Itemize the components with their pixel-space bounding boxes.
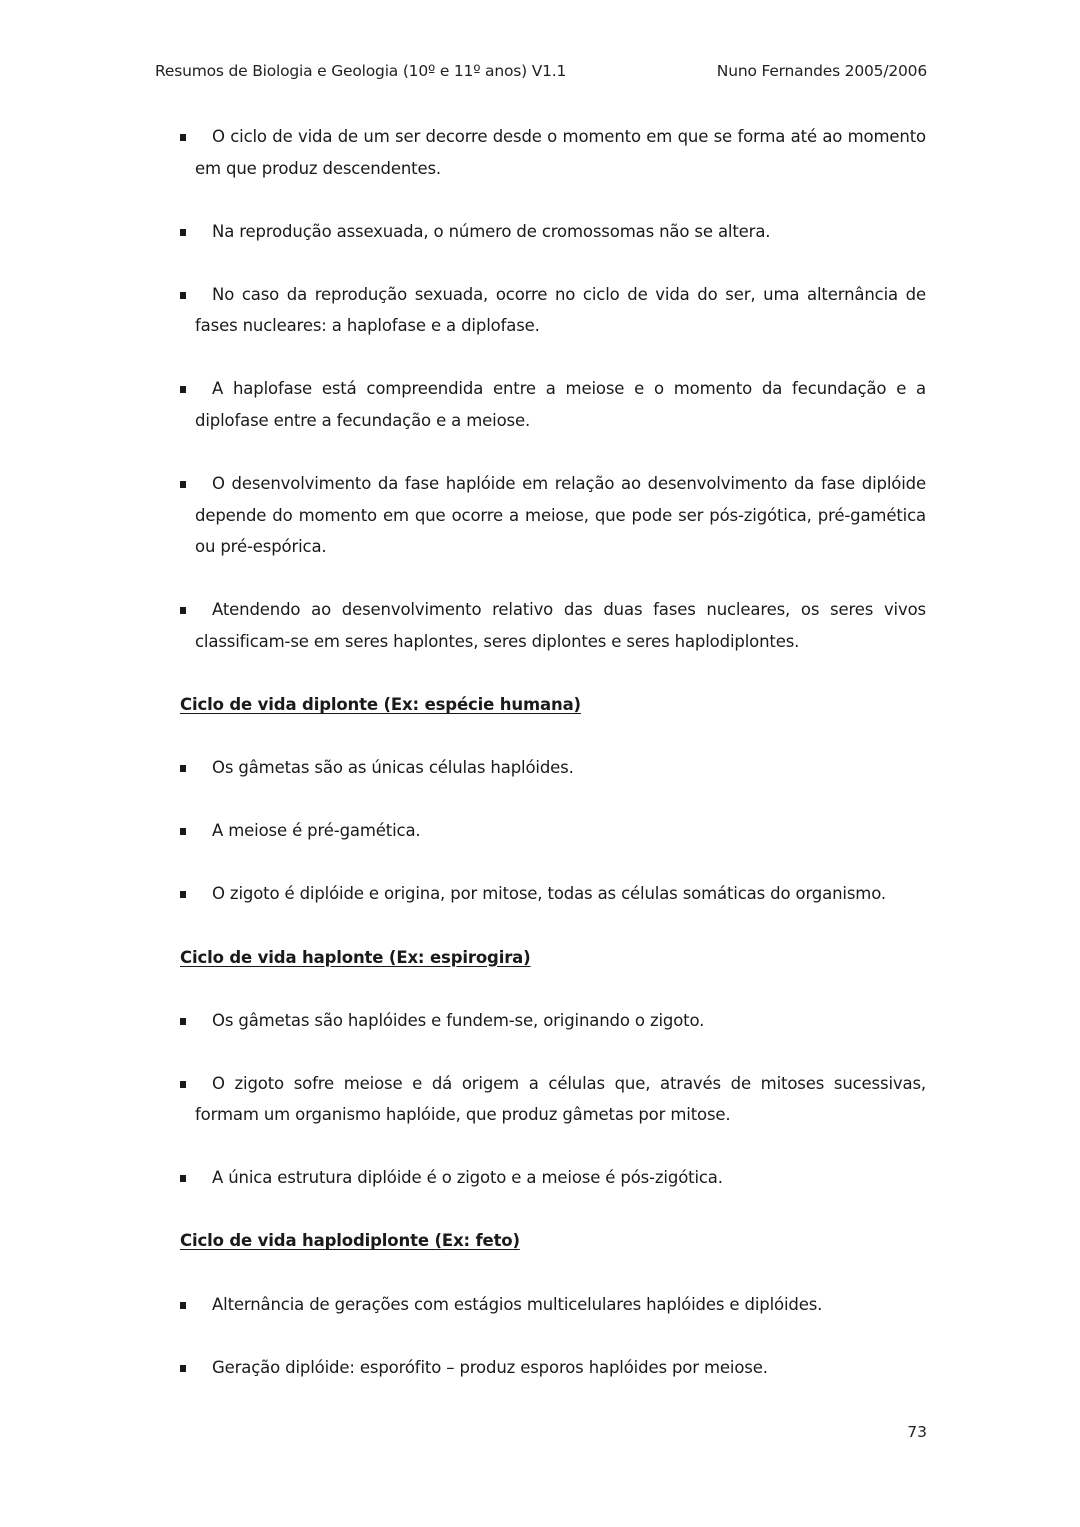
section-heading-haplodiplonte: Ciclo de vida haplodiplonte (Ex: feto) [180, 1231, 520, 1251]
list-item [180, 216, 926, 248]
list-item-text: O desenvolvimento da fase haplóide em relação ao desenvolvimento da fase diplóide depende do momento em que ocorre a meiose, que pode ser pós-zigótica, pré-gamética ou pré-espórica. [195, 474, 926, 557]
square-bullet-icon [180, 229, 186, 236]
square-bullet-icon [180, 1081, 186, 1088]
list-item-text: Alternância de gerações com estágios multicelulares haplóides e diplóides. [212, 1294, 823, 1314]
square-bullet-icon [180, 891, 186, 898]
section-heading-haplonte: Ciclo de vida haplonte (Ex: espirogira) [180, 947, 531, 967]
list-item [180, 878, 926, 910]
list-item [180, 121, 926, 184]
square-bullet-icon [180, 1365, 186, 1372]
list-item [180, 594, 926, 657]
list-item-text: Na reprodução assexuada, o número de cromossomas não se altera. [212, 221, 771, 241]
list-item [180, 815, 926, 847]
square-bullet-icon [180, 607, 186, 614]
section-heading-diplonte: Ciclo de vida diplonte (Ex: espécie humana) [180, 695, 581, 715]
square-bullet-icon [180, 1175, 186, 1182]
list-item [180, 1068, 926, 1131]
list-item-text: O zigoto é diplóide e origina, por mitose, todas as células somáticas do organismo. [212, 884, 886, 904]
list-item [180, 1289, 926, 1321]
list-item-text: Geração diplóide: esporófito – produz esporos haplóides por meiose. [212, 1357, 768, 1377]
list-item-text: A única estrutura diplóide é o zigoto e a meiose é pós-zigótica. [212, 1168, 723, 1188]
page-number: 73 [907, 1423, 927, 1441]
document-body [180, 121, 926, 1415]
list-item-text: A meiose é pré-gamética. [212, 821, 421, 841]
list-item-text: No caso da reprodução sexuada, ocorre no ciclo de vida do ser, uma alternância de fases nucleares: a haplofase e a diplofase. [195, 284, 926, 336]
page-header [155, 62, 927, 80]
list-item-text: Os gâmetas são as únicas células haplóides. [212, 758, 574, 778]
list-item-text: O ciclo de vida de um ser decorre desde o momento em que se forma até ao momento em que produz descendentes. [195, 127, 926, 178]
list-item-text: A haplofase está compreendida entre a meiose e o momento da fecundação e a diplofase entre a fecundação e a meiose. [195, 379, 926, 431]
square-bullet-icon [180, 134, 186, 141]
list-item-text: O zigoto sofre meiose e dá origem a células que, através de mitoses sucessivas, formam um organismo haplóide, que produz gâmetas por mitose. [195, 1073, 926, 1125]
list-item [180, 1162, 926, 1194]
header-title: Resumos de Biologia e Geologia (10º e 11º anos) V1.1 [155, 62, 567, 80]
square-bullet-icon [180, 1302, 186, 1309]
list-item-text: Os gâmetas são haplóides e fundem-se, originando o zigoto. [212, 1010, 705, 1030]
square-bullet-icon [180, 292, 186, 299]
list-item [180, 1005, 926, 1037]
list-item [180, 373, 926, 436]
square-bullet-icon [180, 386, 186, 393]
square-bullet-icon [180, 481, 186, 488]
list-item [180, 752, 926, 784]
list-item [180, 279, 926, 342]
header-author: Nuno Fernandes 2005/2006 [716, 62, 927, 80]
list-item [180, 1352, 926, 1384]
square-bullet-icon [180, 1018, 186, 1025]
list-item [180, 468, 926, 563]
square-bullet-icon [180, 828, 186, 835]
square-bullet-icon [180, 765, 186, 772]
list-item-text: Atendendo ao desenvolvimento relativo das duas fases nucleares, os seres vivos classificam-se em seres haplontes, seres diplontes e seres haplodiplontes. [195, 600, 926, 652]
